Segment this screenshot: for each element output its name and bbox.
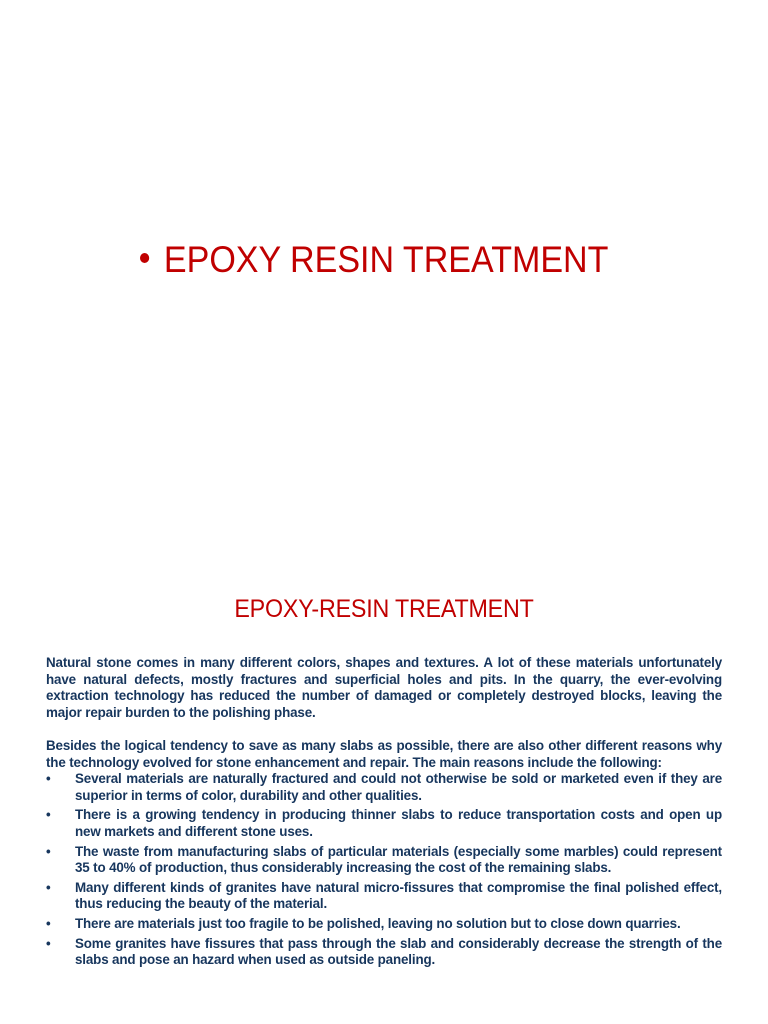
list-item [46,936,722,969]
reasons-list [46,771,722,969]
bullet-marker: • [46,807,51,823]
list-item-text: There is a growing tendency in producing thinner slabs to reduce transportation costs and open up new markets and different stone uses. [75,807,722,839]
slide-2-title: EPOXY-RESIN TREATMENT [234,595,534,623]
bullet-marker: • [46,915,51,931]
bullet-marker: • [46,935,51,951]
list-item [46,807,722,840]
slide-2-body [46,655,722,969]
list-item-text: Some granites have fissures that pass through the slab and considerably decrease the strength of the slabs and pose an hazard when used as outside paneling. [75,935,722,968]
list-item [46,916,722,933]
bullet-dot-icon [140,253,149,263]
bullet-marker: • [46,843,51,859]
list-item [46,880,722,913]
slide-2 [0,560,768,1024]
list-item-text: There are materials just too fragile to be polished, leaving no solution but to close down quarries. [75,915,681,931]
slide-1-title-text: EPOXY RESIN TREATMENT [163,239,609,280]
list-item-text: Several materials are naturally fractured and could not otherwise be sold or marketed even if they are superior in terms of color, durability and other qualities. [75,771,722,803]
bullet-marker: • [46,771,51,787]
paragraph-reasons: Besides the logical tendency to save as many slabs as possible, there are also other different reasons why the technology evolved for stone enhancement and repair. The main reasons include the following: [46,737,722,770]
list-item [46,844,722,877]
list-item [46,771,722,804]
list-item-text: Many different kinds of granites have natural micro-fissures that compromise the final polished effect, thus reducing the beauty of the material. [75,879,722,912]
bullet-marker: • [46,879,51,895]
list-item-text: The waste from manufacturing slabs of particular materials (especially some marbles) could represent 35 to 40% of production, thus considerably increasing the cost of the remaining slabs. [75,843,722,876]
paragraph-intro: Natural stone comes in many different colors, shapes and textures. A lot of these materials unfortunately have natural defects, mostly fractures and superficial holes and pits. In the quarry, the ever-evolving extraction technology has reduced the number of damaged or completely destroyed blocks, leaving the major repair burden to the polishing phase. [46,655,722,720]
slide-1-title [140,236,608,284]
